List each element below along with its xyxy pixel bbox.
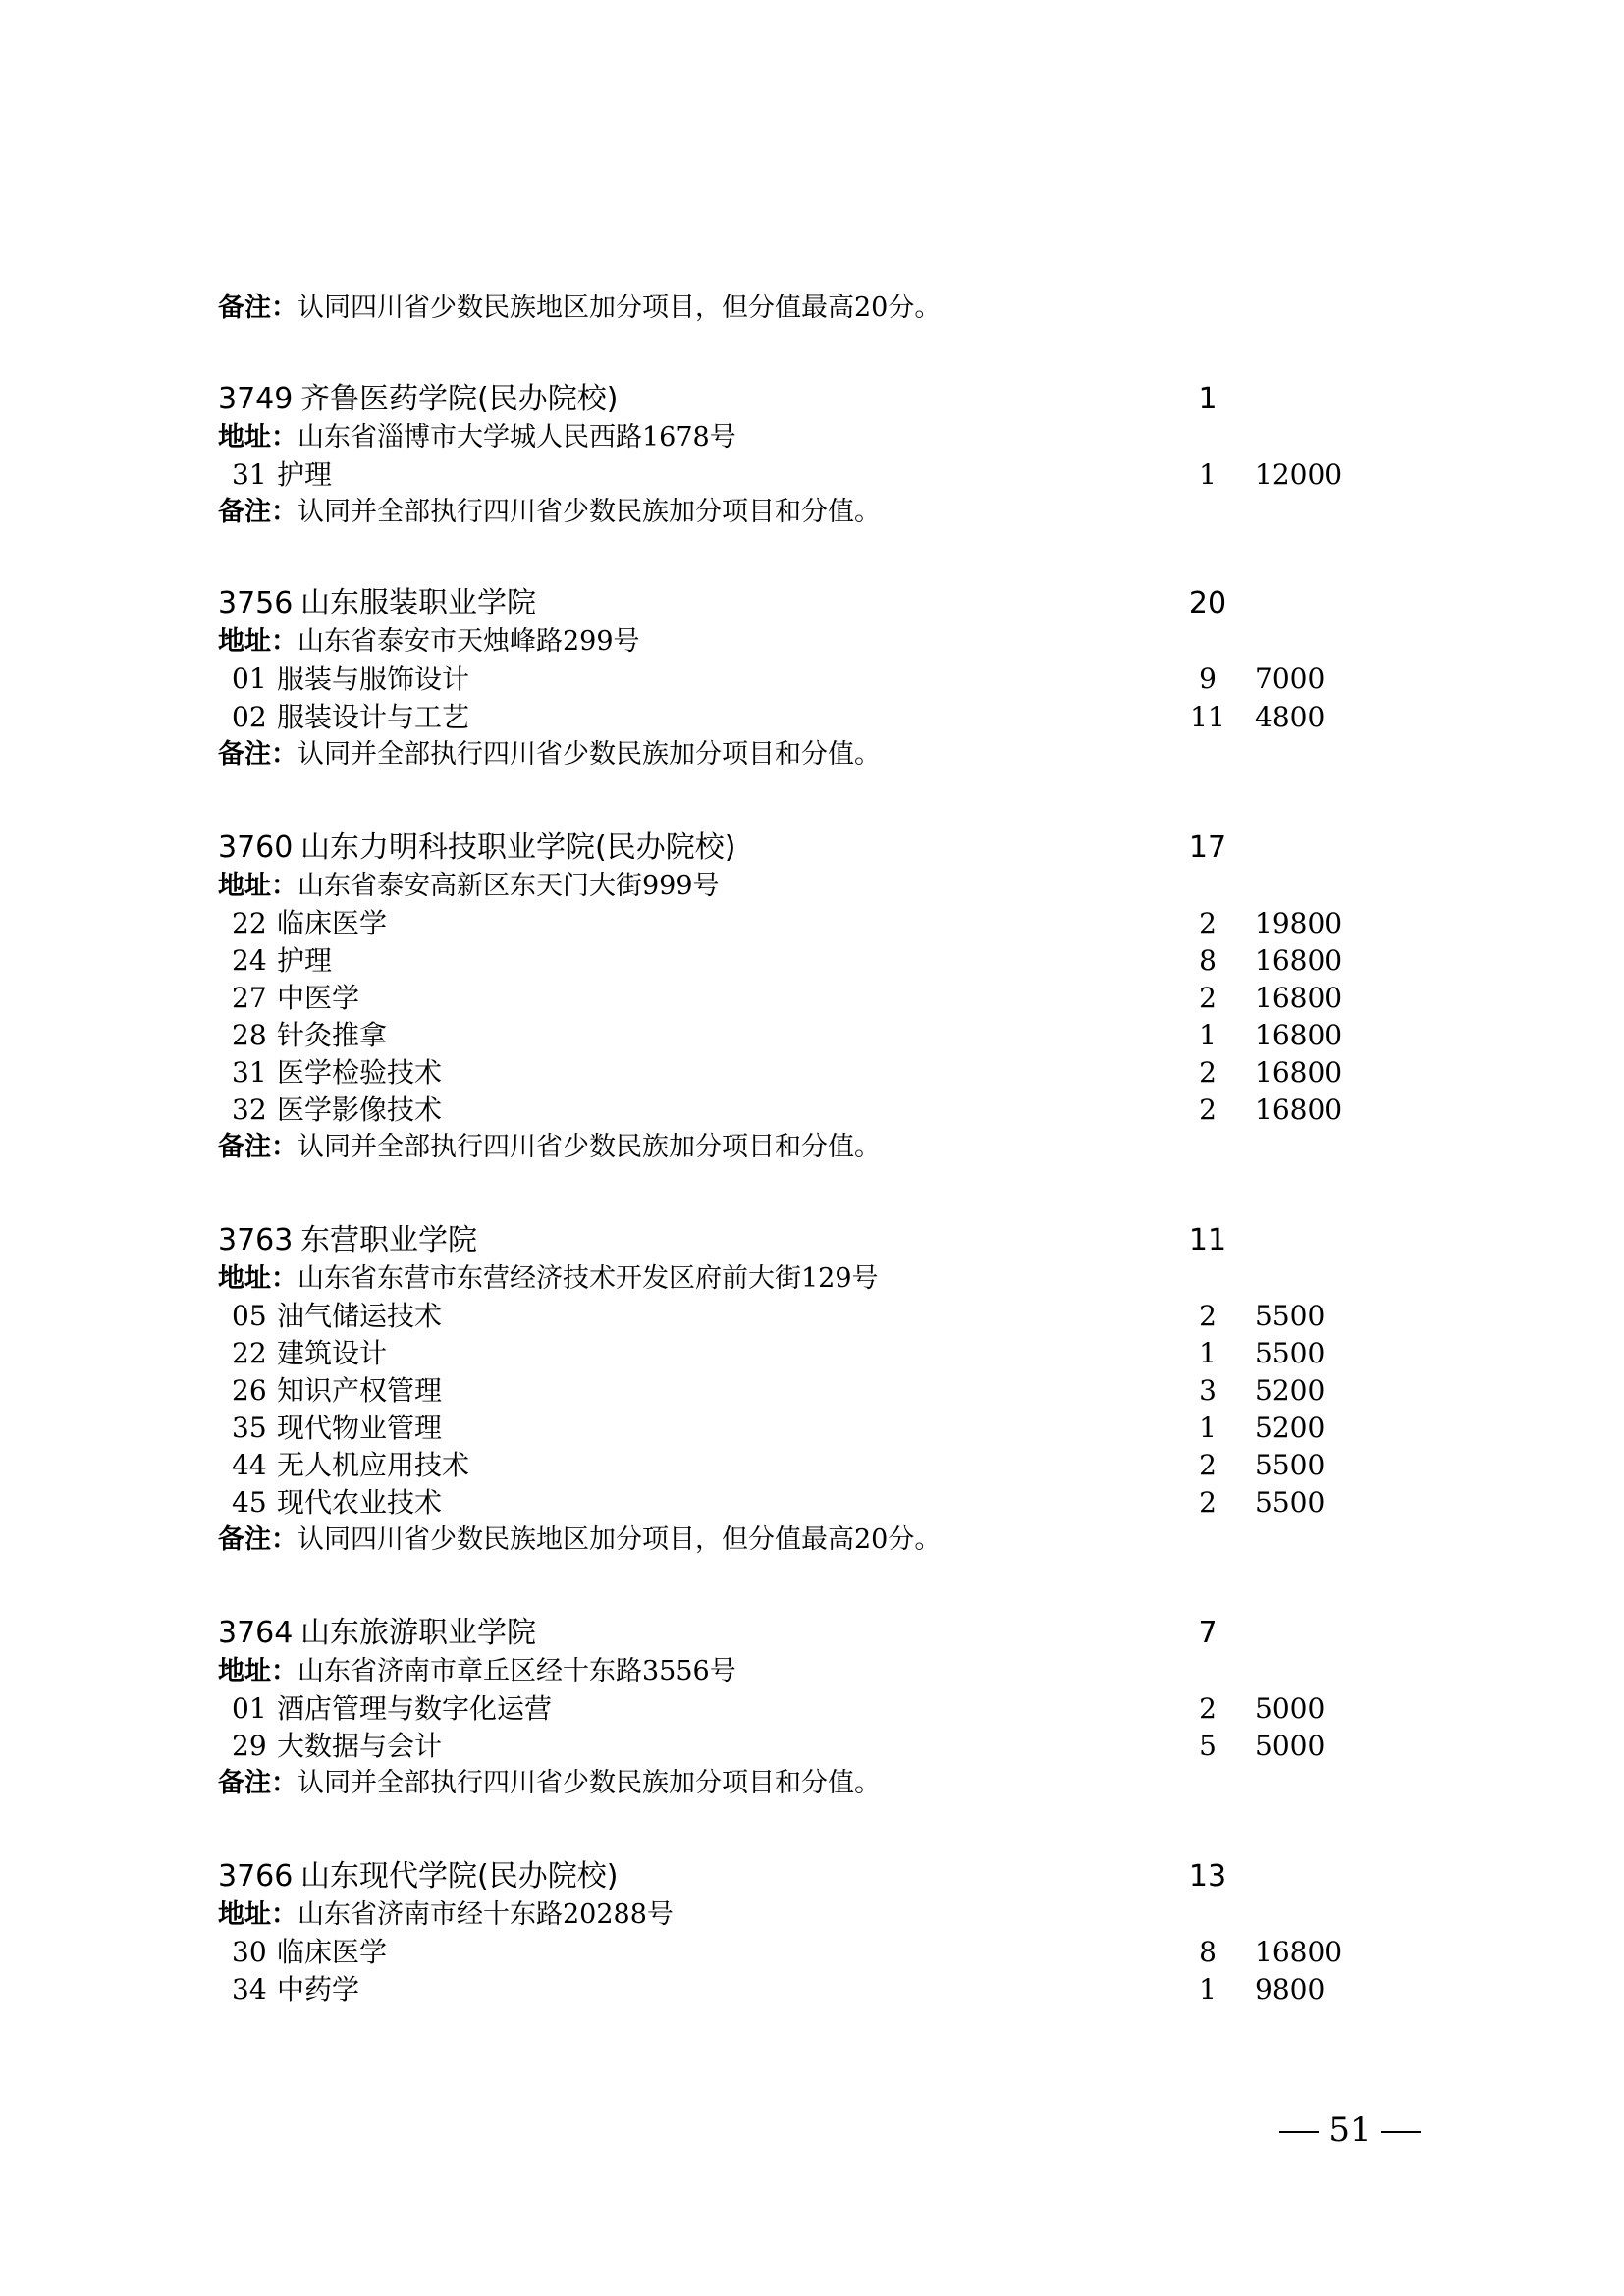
major-plan: 3 bbox=[1199, 1374, 1217, 1407]
note-label: 备注： bbox=[218, 1132, 298, 1162]
major-code: 34 bbox=[232, 1973, 267, 2005]
school-code: 3766 bbox=[218, 1859, 294, 1894]
major-name: 现代物业管理 bbox=[277, 1412, 443, 1444]
address-label: 地址： bbox=[218, 1899, 298, 1930]
school-note bbox=[0, 736, 1624, 774]
school-heading bbox=[0, 1858, 1624, 1896]
address-text: 山东省泰安高新区东天门大街999号 bbox=[298, 871, 720, 901]
school-code: 3749 bbox=[218, 382, 294, 416]
major-name: 中医学 bbox=[277, 982, 360, 1014]
major-plan: 11 bbox=[1190, 701, 1225, 733]
major-name: 护理 bbox=[277, 944, 333, 977]
major-fee: 5500 bbox=[1255, 1337, 1326, 1369]
major-row bbox=[0, 980, 1624, 1017]
address-label: 地址： bbox=[218, 1656, 298, 1686]
major-fee: 7000 bbox=[1255, 663, 1326, 695]
school-total: 1 bbox=[1198, 382, 1218, 416]
note-label: 备注： bbox=[218, 1768, 298, 1798]
note-text: 认同并全部执行四川省少数民族加分项目和分值。 bbox=[298, 1768, 881, 1798]
major-row bbox=[0, 942, 1624, 980]
major-fee: 16800 bbox=[1255, 1094, 1343, 1126]
note-text: 认同四川省少数民族地区加分项目，但分值最高20分。 bbox=[298, 293, 942, 323]
major-row bbox=[0, 1690, 1624, 1728]
major-name: 中药学 bbox=[277, 1973, 360, 2005]
major-name: 临床医学 bbox=[277, 907, 388, 939]
school-address bbox=[0, 1896, 1624, 1934]
major-name: 服装与服饰设计 bbox=[277, 663, 470, 695]
school-name: 齐鲁医药学院(民办院校) bbox=[300, 382, 619, 416]
major-plan: 2 bbox=[1199, 1692, 1217, 1725]
major-fee: 16800 bbox=[1255, 982, 1343, 1014]
address-label: 地址： bbox=[218, 871, 298, 901]
major-code: 44 bbox=[232, 1449, 267, 1481]
major-fee: 16800 bbox=[1255, 1019, 1343, 1051]
major-plan: 2 bbox=[1199, 1056, 1217, 1089]
major-row bbox=[0, 456, 1624, 494]
major-row bbox=[0, 1484, 1624, 1522]
note-text: 认同四川省少数民族地区加分项目，但分值最高20分。 bbox=[298, 1524, 942, 1555]
major-name: 建筑设计 bbox=[277, 1337, 388, 1369]
major-row bbox=[0, 1447, 1624, 1484]
major-code: 29 bbox=[232, 1730, 267, 1762]
major-code: 26 bbox=[232, 1374, 267, 1407]
footer-dash-left bbox=[1279, 2131, 1319, 2133]
major-fee: 5500 bbox=[1255, 1300, 1326, 1332]
major-plan: 9 bbox=[1199, 663, 1217, 695]
note-text: 认同并全部执行四川省少数民族加分项目和分值。 bbox=[298, 739, 881, 770]
major-code: 27 bbox=[232, 982, 267, 1014]
major-row bbox=[0, 905, 1624, 942]
major-name: 酒店管理与数字化运营 bbox=[277, 1692, 553, 1725]
school-note bbox=[0, 1765, 1624, 1802]
major-name: 服装设计与工艺 bbox=[277, 701, 470, 733]
address-text: 山东省济南市章丘区经十东路3556号 bbox=[298, 1656, 736, 1686]
school-total: 20 bbox=[1188, 586, 1227, 620]
school-heading bbox=[0, 829, 1624, 867]
school-code: 3763 bbox=[218, 1223, 294, 1257]
major-plan: 1 bbox=[1199, 1019, 1217, 1051]
major-plan: 2 bbox=[1199, 1486, 1217, 1519]
school-heading bbox=[0, 1615, 1624, 1652]
major-fee: 5500 bbox=[1255, 1486, 1326, 1519]
school-total: 13 bbox=[1188, 1859, 1227, 1894]
school-name: 山东现代学院(民办院校) bbox=[300, 1859, 619, 1894]
major-plan: 1 bbox=[1199, 458, 1217, 491]
major-plan: 2 bbox=[1199, 907, 1217, 939]
school-note bbox=[0, 1522, 1624, 1559]
major-plan: 2 bbox=[1199, 1300, 1217, 1332]
note-text: 认同并全部执行四川省少数民族加分项目和分值。 bbox=[298, 497, 881, 527]
major-plan: 1 bbox=[1199, 1337, 1217, 1369]
major-fee: 16800 bbox=[1255, 1936, 1343, 1968]
major-name: 护理 bbox=[277, 458, 333, 491]
major-row bbox=[0, 1971, 1624, 2008]
major-fee: 19800 bbox=[1255, 907, 1343, 939]
major-row bbox=[0, 1298, 1624, 1335]
school-code: 3756 bbox=[218, 586, 294, 620]
major-name: 现代农业技术 bbox=[277, 1486, 443, 1519]
address-text: 山东省济南市经十东路20288号 bbox=[298, 1899, 674, 1930]
note-label: 备注： bbox=[218, 497, 298, 527]
school-address bbox=[0, 419, 1624, 456]
page-footer bbox=[1267, 2109, 1434, 2152]
major-code: 01 bbox=[232, 663, 267, 695]
note-text: 认同并全部执行四川省少数民族加分项目和分值。 bbox=[298, 1132, 881, 1162]
major-plan: 2 bbox=[1199, 1449, 1217, 1481]
major-plan: 8 bbox=[1199, 1936, 1217, 1968]
school-address bbox=[0, 623, 1624, 661]
school-note bbox=[0, 494, 1624, 531]
major-code: 30 bbox=[232, 1936, 267, 1968]
school-heading bbox=[0, 585, 1624, 622]
major-fee: 12000 bbox=[1255, 458, 1343, 491]
school-heading bbox=[0, 1222, 1624, 1259]
address-text: 山东省淄博市大学城人民西路1678号 bbox=[298, 422, 736, 453]
school-total: 7 bbox=[1198, 1616, 1218, 1650]
major-fee: 5000 bbox=[1255, 1692, 1326, 1725]
school-name: 山东旅游职业学院 bbox=[300, 1616, 536, 1650]
address-label: 地址： bbox=[218, 1263, 298, 1294]
major-name: 医学检验技术 bbox=[277, 1056, 443, 1089]
major-row bbox=[0, 1092, 1624, 1129]
major-code: 22 bbox=[232, 1337, 267, 1369]
major-fee: 5200 bbox=[1255, 1412, 1326, 1444]
major-plan: 5 bbox=[1199, 1730, 1217, 1762]
major-plan: 1 bbox=[1199, 1412, 1217, 1444]
major-code: 01 bbox=[232, 1692, 267, 1725]
note-label: 备注： bbox=[218, 1524, 298, 1555]
major-code: 24 bbox=[232, 944, 267, 977]
note-label: 备注： bbox=[218, 739, 298, 770]
major-fee: 5000 bbox=[1255, 1730, 1326, 1762]
major-row bbox=[0, 1054, 1624, 1092]
major-name: 油气储运技术 bbox=[277, 1300, 443, 1332]
major-name: 针灸推拿 bbox=[277, 1019, 388, 1051]
top-note bbox=[0, 290, 1624, 327]
school-code: 3764 bbox=[218, 1616, 294, 1650]
school-total: 11 bbox=[1188, 1223, 1227, 1257]
major-row bbox=[0, 699, 1624, 736]
note-label: 备注： bbox=[218, 293, 298, 323]
major-code: 22 bbox=[232, 907, 267, 939]
major-name: 大数据与会计 bbox=[277, 1730, 443, 1762]
major-plan: 2 bbox=[1199, 982, 1217, 1014]
page-number: 51 bbox=[1328, 2110, 1372, 2150]
major-row bbox=[0, 1372, 1624, 1410]
major-fee: 5200 bbox=[1255, 1374, 1326, 1407]
major-plan: 8 bbox=[1199, 944, 1217, 977]
major-fee: 16800 bbox=[1255, 1056, 1343, 1089]
school-total: 17 bbox=[1188, 830, 1227, 865]
footer-dash-right bbox=[1381, 2131, 1421, 2133]
major-code: 02 bbox=[232, 701, 267, 733]
school-name: 东营职业学院 bbox=[300, 1223, 477, 1257]
major-code: 32 bbox=[232, 1094, 267, 1126]
major-name: 医学影像技术 bbox=[277, 1094, 443, 1126]
school-address bbox=[0, 1653, 1624, 1690]
major-row bbox=[0, 1410, 1624, 1447]
school-name: 山东服装职业学院 bbox=[300, 586, 536, 620]
school-address bbox=[0, 1260, 1624, 1298]
major-plan: 1 bbox=[1199, 1973, 1217, 2005]
major-code: 28 bbox=[232, 1019, 267, 1051]
major-fee: 9800 bbox=[1255, 1973, 1326, 2005]
major-fee: 4800 bbox=[1255, 701, 1326, 733]
major-code: 31 bbox=[232, 1056, 267, 1089]
major-plan: 2 bbox=[1199, 1094, 1217, 1126]
address-text: 山东省东营市东营经济技术开发区府前大街129号 bbox=[298, 1263, 879, 1294]
major-row bbox=[0, 1728, 1624, 1765]
school-heading bbox=[0, 381, 1624, 418]
school-address bbox=[0, 868, 1624, 905]
major-row bbox=[0, 1335, 1624, 1372]
major-name: 无人机应用技术 bbox=[277, 1449, 470, 1481]
major-code: 35 bbox=[232, 1412, 267, 1444]
address-label: 地址： bbox=[218, 626, 298, 657]
major-row bbox=[0, 1017, 1624, 1054]
major-fee: 5500 bbox=[1255, 1449, 1326, 1481]
major-fee: 16800 bbox=[1255, 944, 1343, 977]
school-note bbox=[0, 1129, 1624, 1166]
major-row bbox=[0, 661, 1624, 698]
school-code: 3760 bbox=[218, 830, 294, 865]
address-label: 地址： bbox=[218, 422, 298, 453]
major-name: 知识产权管理 bbox=[277, 1374, 443, 1407]
major-name: 临床医学 bbox=[277, 1936, 388, 1968]
school-name: 山东力明科技职业学院(民办院校) bbox=[300, 830, 736, 865]
major-row bbox=[0, 1934, 1624, 1971]
major-code: 45 bbox=[232, 1486, 267, 1519]
major-code: 31 bbox=[232, 458, 267, 491]
major-code: 05 bbox=[232, 1300, 267, 1332]
address-text: 山东省泰安市天烛峰路299号 bbox=[298, 626, 640, 657]
